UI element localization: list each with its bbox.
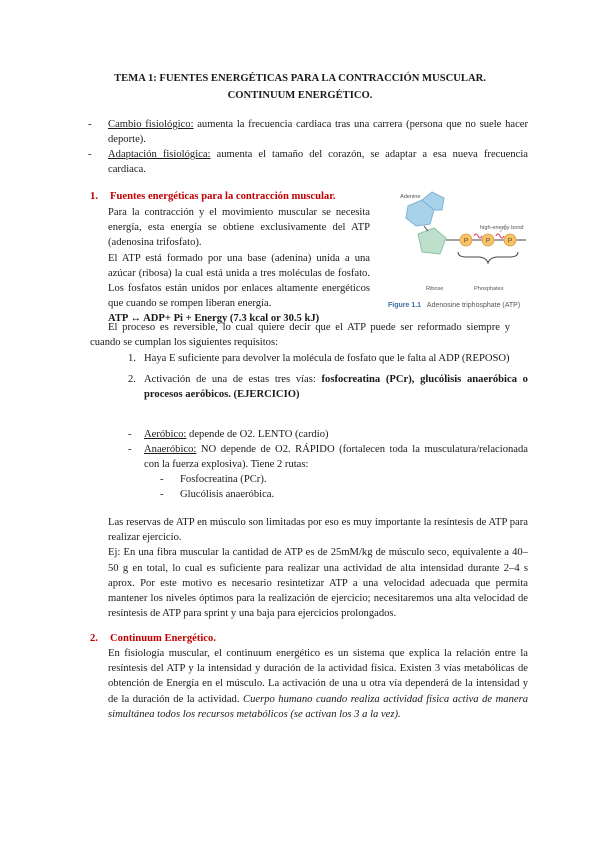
phosphates-brace [458,252,518,263]
label-high-energy-bond: high-energy bond [480,225,524,231]
paragraph-continuum-text: En fisiología muscular, el continuum energético es un sistema que explica la relación entre la resíntesis del ATP y la intensidad y duración de la actividad física. Existen 3 vías metabólicas de obtención de Energía en el músculo. La activación de una u otra vía dependerá de la intensidad y de la duración de la actividad. [108,648,528,705]
figure-caption-text: Adenosine triphosphate (ATP) [426,302,521,309]
section-2-text-block [108,646,528,722]
section-1-text-block [108,205,370,327]
title-line-1: TEMA 1: FUENTES ENERGÉTICAS PARA LA CONTRACCIÓN MUSCULAR. [114,73,486,84]
text-anaerobico: NO depende de O2. RÁPIDO (fortalecen toda la musculatura/relacionada con la fuerza explosiva). Tiene 2 rutas: [144,444,528,471]
paragraph-continuum-italic: Cuerpo humano cuando realiza actividad física activa de manera simultánea todos los recursos metabólicos (se activan los 3 a la vez). [108,693,528,720]
paragraph-reservas [108,515,528,621]
atp-equation: ATP ↔ ADP+ Pi + Energy (7.3 kcal or 30.5 kJ) [108,313,320,325]
document-title [60,70,540,104]
term-aerobico: Aeróbico: [144,429,187,440]
bullet-dash: - [160,489,164,501]
phosphate-3-letter: P [507,237,513,245]
bullet-dash: - [128,429,132,440]
label-ribose: Ribose [426,286,444,292]
atp-figure [388,188,538,318]
list-number: 2. [128,374,136,386]
paragraph-example-text: Ej: En una fibra muscular la cantidad de ATP es de 25mM/kg de músculo seco, equivalente a 40–50 g en total, lo cual es suficiente para realizar una actividad de alta intensidad durante 2–4 s aprox. Por este motivo es necesario resintetizar ATP a una velocidad adecuada que permita mantener los niveles óptimos para la realización de ejercicio; necesitaremos una alta velocidad de resíntesis de ATP para sprint y una baja para ejercicios prolongados. [108,547,528,620]
paragraph-reservas-text: Las reservas de ATP en músculo son limitadas por eso es muy importante la resíntesis de ATP para realizar ejercicio. [108,517,528,544]
requirement-bold-text: fosfocreatina (PCr), glucólisis anaeróbica o procesos aeróbicos. (EJERCICIO) [144,374,528,401]
intro-bullet-1 [88,117,528,147]
requirement-text: Haya E suficiente para devolver la molécula de fosfato que le falta al ADP (REPOSO) [144,353,510,364]
label-adenine: Adenine [400,194,421,200]
route-glucolisis [160,487,460,502]
text-aerobico: depende de O2. LENTO (cardio) [186,429,329,440]
bond-line [424,226,428,231]
text-adaptacion: aumenta el tamaño del corazón, se adaptar a esa nueva frecuencia cardiaca. [108,149,528,176]
bullet-dash: - [88,149,92,160]
intro-bullet-2 [88,147,528,177]
pathway-anaerobico [128,442,528,472]
list-number: 1. [128,353,136,364]
section-title: Continuum Energético. [110,633,216,644]
text-cambio: aumenta la frecuencia cardiaca tras una carrera (persona que no suele hacer deporte). [108,119,528,146]
requirement-text: Activación de una de estas tres vías: [144,374,322,386]
bullet-dash: - [160,474,164,485]
figure-number: Figure 1.1 [388,302,422,309]
paragraph-atp-structure: El ATP está formado por una base (adenina) unida a una azúcar (ribosa) la cual está unida a tres moléculas de fosfato. Los fosfatos están unidos por enlaces altamente energéticos que cuando se rompen liberan energía. [108,252,370,310]
requirements-list [128,351,528,403]
term-cambio: Cambio fisiológico: [108,119,194,130]
phosphate-1-letter: P [463,237,469,245]
section-number: 1. [90,191,98,202]
paragraph-atp-intro: Para la contracción y el movimiento muscular se necesita energía, esta energía se obtiene exclusivamente del ATP (adenosina trifosfato). [108,207,370,249]
bullet-dash: - [88,119,92,130]
route-text: Fosfocreatina (PCr). [180,474,267,485]
section-number: 2. [90,633,98,644]
paragraph-reversible: El proceso es reversible, lo cual quiere decir que el ATP puede ser reformado siempre y cuando se cumplan los siguientes requisitos: [90,322,510,349]
bullet-dash: - [128,444,132,456]
section-title: Fuentes energéticas para la contracción muscular. [110,191,336,202]
pathways-list [128,427,528,473]
route-text: Glucólisis anaeróbica. [180,489,275,501]
title-line-2: CONTINUUM ENERGÉTICO. [227,90,373,101]
routes-list [160,472,460,502]
label-phosphates: Phosphates [474,286,504,292]
paragraph-reversible-1 [90,320,510,350]
term-adaptacion: Adaptación fisiológica: [108,149,211,160]
route-fosfocreatina [160,472,460,487]
term-anaerobico: Anaeróbico: [144,444,197,456]
pathway-aerobico [128,427,528,442]
figure-caption [388,298,520,313]
requirement-item-1 [128,351,528,366]
phosphate-2-letter: P [485,237,491,245]
section-1-heading [90,189,336,204]
section-2-heading [90,631,216,646]
ribose-ring [418,228,446,254]
paragraph-continuum [108,646,528,722]
requirement-item-2 [128,372,528,402]
